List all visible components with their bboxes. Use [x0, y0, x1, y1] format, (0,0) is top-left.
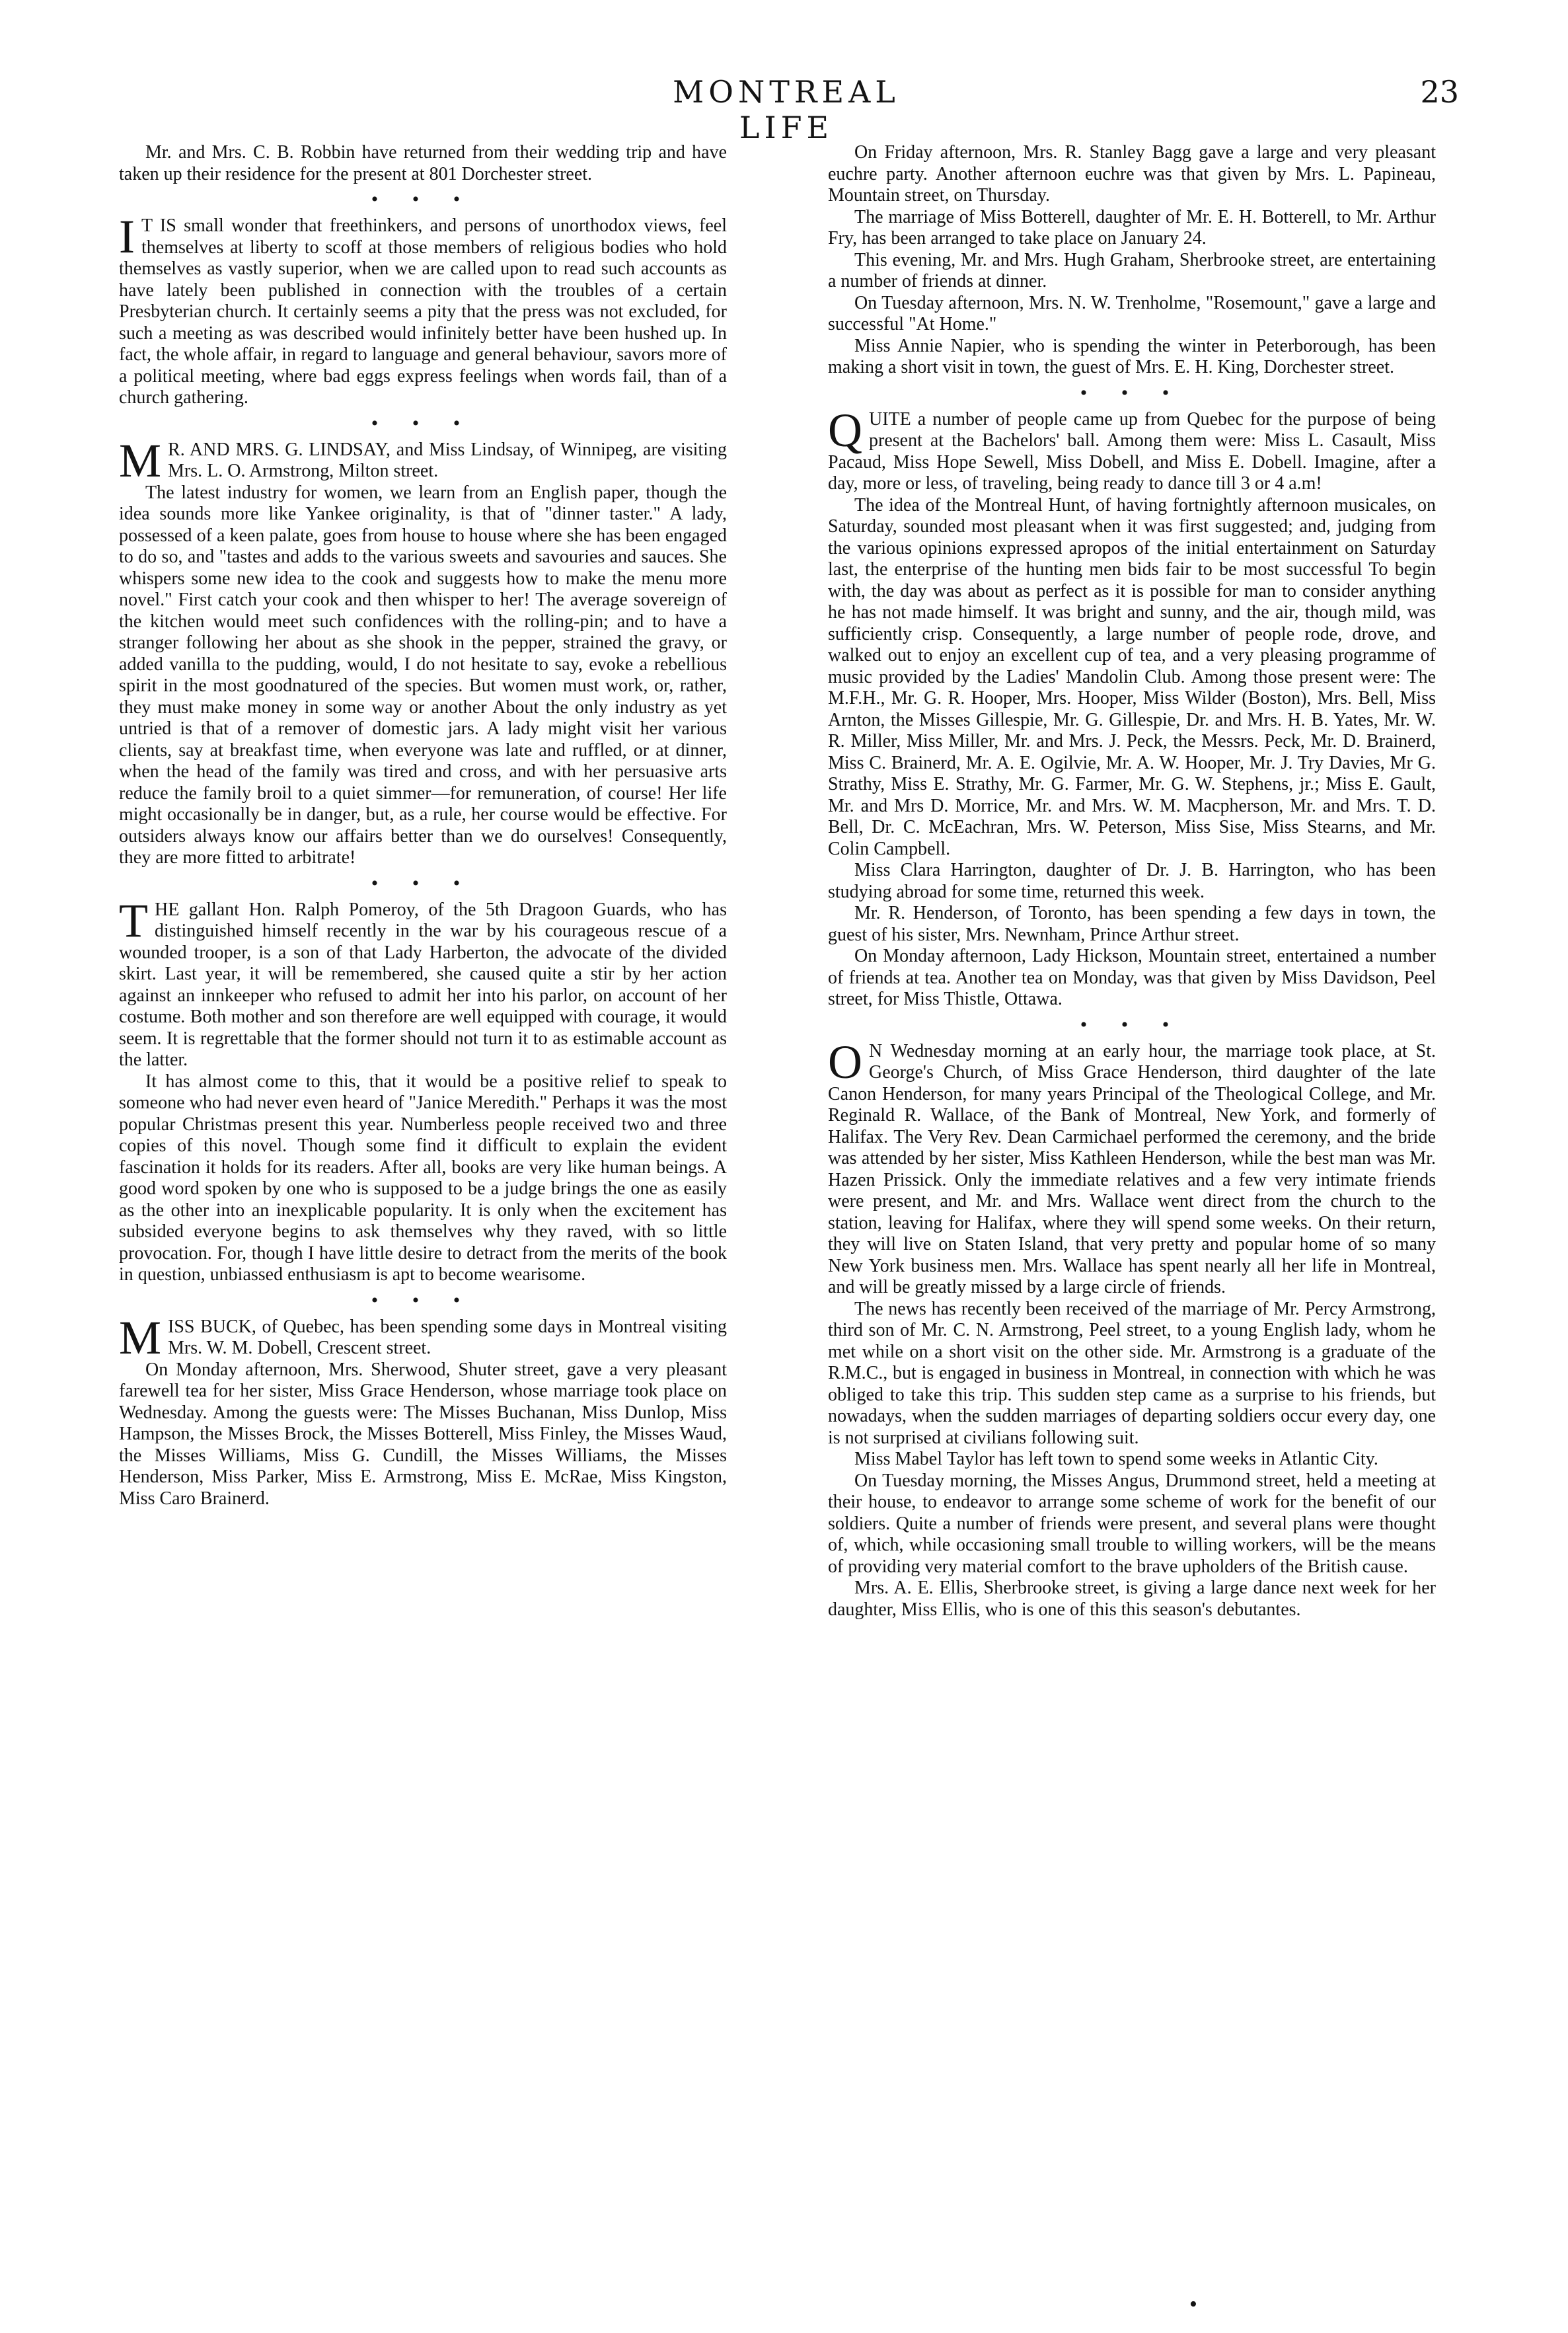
article-paragraph: The latest industry for women, we learn from an English paper, though the idea sounds more like Yankee originality, is that of "dinner taster." A lady, possessed of a keen palate, goes from house to house where she has been engaged to do so, and "tastes and adds to the various sweets and savouries and sauces. She whispers some new idea to the cook and suggests how to make the menu more novel." First catch your cook and then whisper to her! The average sovereign of the kitchen would meet such confidences with the rolling-pin; and to have a stranger following her about as she shook in the pepper, strained the gravy, or added vanilla to the pudding, would, I do not hesitate to say, evoke a rebellious spirit in the most goodnatured of the species. But women must work, or, rather, they must make money in some way or another About the only industry as yet untried is that of a remover of domestic jars. A lady might visit her various clients, say at breakfast time, when everyone was late and ruffled, or at dinner, when the head of the family was tired and cross, and with her persuasive arts reduce the family broil to a quiet simmer—for remuneration, of course! Her life might occasionally be in danger, but, as a rule, her course would be effective. For outsiders always know our affairs better than we do ourselves! Consequently, they are more fitted to arbitrate!	[119, 482, 727, 868]
drop-cap: M	[119, 434, 162, 487]
article-paragraph: It has almost come to this, that it would be a positive relief to speak to someone who had never even heard of "Janice Meredith." Perhaps it was the most popular Christmas present this year. Numberless people received two and three copies of this novel. Though some find it difficult to explain the evident fascination it holds for its readers. After all, books are very like human beings. A good word spoken by one who is supposed to be a judge brings the one as easily as the other into an inexplicable popularity. It is only when the excitement has subsided everyone begins to ask themselves why they raved, with so little provocation. For, though I have little desire to detract from the merits of the book in question, unbiassed enthusiasm is apt to become wearisome.	[119, 1071, 727, 1285]
section-separator: • • •	[371, 1289, 475, 1311]
article-paragraph: N Wednesday morning at an early hour, the marriage took place, at St. George's Church, of Miss Grace Henderson, third daughter of the late Canon Henderson, for many years Principal of the Theological College, and Mr. Reginald R. Wallace, of the Bank of Montreal, New York, and formerly of Halifax. The Very Rev. Dean Carmichael performed the ceremony, and the bride was attended by her sister, Miss Kathleen Henderson, while the best man was Mr. Hazen Prissick. Only the immediate relatives and a few very intimate friends were present, and Mr. and Mrs. Wallace went direct from the church to the station, leaving for Halifax, where they will spend some weeks. On their return, they will live on Staten Island, that very pretty and popular home of so many New York business men. Mrs. Wallace has spent nearly all her life in Montreal, and will be greatly missed by a large circle of friends.	[828, 1040, 1436, 1297]
right-column	[828, 142, 1436, 1621]
article-paragraph: The marriage of Miss Botterell, daughter of Mr. E. H. Botterell, to Mr. Arthur Fry, has been arranged to take place on January 24.	[828, 206, 1436, 249]
article-item	[119, 434, 727, 487]
drop-cap: Q	[828, 403, 862, 457]
article-item	[828, 1035, 1436, 1299]
section-separator: • • •	[371, 412, 475, 434]
article-paragraph: On Monday afternoon, Lady Hickson, Mountain street, entertained a number of friends at tea. Another tea on Monday, was that given by Miss Davidson, Peel street, for Miss Thistle, Ottawa.	[828, 946, 1436, 1009]
article-paragraph: This evening, Mr. and Mrs. Hugh Graham, Sherbrooke street, are entertaining a number of friends at dinner.	[828, 249, 1436, 291]
article-paragraph: Miss Clara Harrington, daughter of Dr. J. B. Harrington, who has been studying abroad for some time, returned this week.	[828, 860, 1436, 902]
print-speck: •	[1189, 2292, 1197, 2316]
running-head: MONTREAL LIFE	[673, 74, 900, 145]
article-paragraph: The news has recently been received of the marriage of Mr. Percy Armstrong, third son of Mr. C. N. Armstrong, Peel street, to a young English lady, whom he met while on a short visit on the other side. Mr. Armstrong is a graduate of the R.M.C., but is engaged in business in Montreal, in connection with which he was obliged to take this trip. This sudden step came as a surprise to his friends, but nowadays, when the sudden marriages of departing soldiers occur every day, one is not surprised at civilians following suit.	[828, 1298, 1436, 1448]
drop-cap: O	[828, 1035, 862, 1089]
drop-cap: I	[119, 210, 135, 263]
article-paragraph: On Friday afternoon, Mrs. R. Stanley Bagg gave a large and very pleasant euchre party. Another afternoon euchre was that given by Mrs. L. Papineau, Mountain street, on Thursday.	[828, 142, 1436, 206]
article-paragraph: UITE a number of people came up from Quebec for the purpose of being present at the Bachelors' ball. Among them were: Miss L. Casault, Miss Pacaud, Miss Hope Sewell, Miss Dobell, and Miss E. Dobell. Imagine, after a day, more or less, of traveling, being ready to dance till 3 or 4 a.m!	[828, 408, 1436, 494]
section-separator: • • •	[1080, 1013, 1184, 1036]
drop-cap: T	[119, 894, 148, 947]
article-paragraph: Miss Annie Napier, who is spending the winter in Peterborough, has been making a short visit in town, the guest of Mrs. E. H. King, Dorchester street.	[828, 335, 1436, 377]
section-separator: • • •	[1080, 381, 1184, 404]
article-paragraph: HE gallant Hon. Ralph Pomeroy, of the 5th Dragoon Guards, who has distinguished himself recently in the war by his courageous rescue of a wounded trooper, is a son of that Lady Harberton, the advocate of the divided skirt. Last year, it will be remembered, she caused quite a stir by her action against an innkeeper who refused to admit her into his parlor, on account of her costume. Both mother and son therefore are well equipped with courage, it would seem. It is regrettable that the former should not turn it to as estimable account as the latter.	[119, 899, 727, 1070]
drop-cap: M	[119, 1311, 162, 1364]
article-paragraph: T IS small wonder that freethinkers, and persons of unorthodox views, feel themselves at liberty to scoff at those members of religious bodies who hold themselves as vastly superior, when we are called upon to read such accounts as have lately been published in connection with the troubles of a certain Presbyterian church. It certainly seems a pity that the press was not excluded, for such a meeting as was described would infinitely better have been hushed up. In fact, the whole affair, in regard to language and general behaviour, savors more of a political meeting, where bad eggs express feelings when words fail, than of a church gathering.	[119, 215, 727, 408]
article-item	[119, 894, 727, 1071]
article-item	[119, 210, 727, 409]
article-paragraph: Miss Mabel Taylor has left town to spend some weeks in Atlantic City.	[854, 1449, 1378, 1469]
article-paragraph: On Tuesday morning, the Misses Angus, Drummond street, held a meeting at their house, to endeavor to arrange some scheme of work for the benefit of our soldiers. Quite a number of friends were present, and several plans were thought of, which, while occasioning small trouble to willing workers, will be the means of providing very material comfort to the brave upholders of the British cause.	[828, 1470, 1436, 1577]
section-separator: • • •	[371, 872, 475, 894]
article-paragraph: ISS BUCK, of Quebec, has been spending some days in Montreal visiting Mrs. W. M. Dobell, Crescent street.	[168, 1316, 727, 1358]
page-number: 23	[1420, 74, 1459, 110]
article-paragraph: Mr. and Mrs. C. B. Robbin have returned from their wedding trip and have taken up their residence for the present at 801 Dorchester street.	[119, 142, 727, 184]
article-paragraph: On Tuesday afternoon, Mrs. N. W. Trenholme, "Rosemount," gave a large and successful "At Home."	[828, 292, 1436, 334]
section-separator: • • •	[371, 188, 475, 210]
article-paragraph: Mrs. A. E. Ellis, Sherbrooke street, is giving a large dance next week for her daughter, Miss Ellis, who is one of this this season's debutantes.	[828, 1578, 1436, 1620]
article-paragraph: On Monday afternoon, Mrs. Sherwood, Shuter street, gave a very pleasant farewell tea for her sister, Miss Grace Henderson, whose marriage took place on Wednesday. Among the guests were: The Misses Buchanan, Miss Dunlop, Miss Hampson, the Misses Brock, the Misses Botterell, Miss Finley, the Misses Waud, the Misses Williams, Miss G. Cundill, the Misses Williams, the Misses Henderson, Miss Parker, Miss E. Armstrong, Miss E. McRae, Miss Kingston, Miss Caro Brainerd.	[119, 1359, 727, 1509]
article-paragraph: Mr. R. Henderson, of Toronto, has been spending a few days in town, the guest of his sister, Mrs. Newnham, Prince Arthur street.	[828, 903, 1436, 945]
article-paragraph: The idea of the Montreal Hunt, of having fortnightly afternoon musicales, on Saturday, sounded most pleasant when it was first suggested; and, judging from the various opinions expressed apropos of the initial entertainment on Saturday last, the enterprise of the hunting men bids fair to be most successful To begin with, the day was about as perfect as it is possible for man to consider anything he has not made himself. It was bright and sunny, and the air, though mild, was sufficiently crisp. Consequently, a large number of people rode, drove, and walked out to enjoy an excellent cup of tea, and a very pleasing programme of music provided by the Ladies' Mandolin Club. Among those present were: The M.F.H., Mr. G. R. Hooper, Mrs. Hooper, Miss Wilder (Boston), Mrs. Bell, Miss Arnton, the Misses Gillespie, Mr. G. Gillespie, Dr. and Mrs. H. B. Yates, Mr. W. R. Miller, Miss Miller, Mr. and Mrs. J. Peck, the Messrs. Peck, Mr. D. Brainerd, Miss C. Brainerd, Mr. A. E. Ogilvie, Mr. A. W. Hooper, Mr. J. Try Davies, Mr G. Strathy, Miss E. Strathy, Mr. G. Farmer, Mr. G. W. Stephens, jr.; Miss E. Gault, Mr. and Mrs D. Morrice, Mr. and Mrs. W. M. Macpherson, Mr. and Mrs. T. D. Bell, Dr. C. McEachran, Mrs. W. Peterson, Miss Sise, Miss Stearns, and Mr. Colin Campbell.	[828, 494, 1436, 859]
article-item	[828, 403, 1436, 495]
left-column	[119, 142, 727, 1510]
article-paragraph: R. AND MRS. G. LINDSAY, and Miss Lindsay, of Winnipeg, are visiting Mrs. L. O. Armstrong, Milton street.	[168, 439, 727, 481]
article-item	[119, 1311, 727, 1364]
